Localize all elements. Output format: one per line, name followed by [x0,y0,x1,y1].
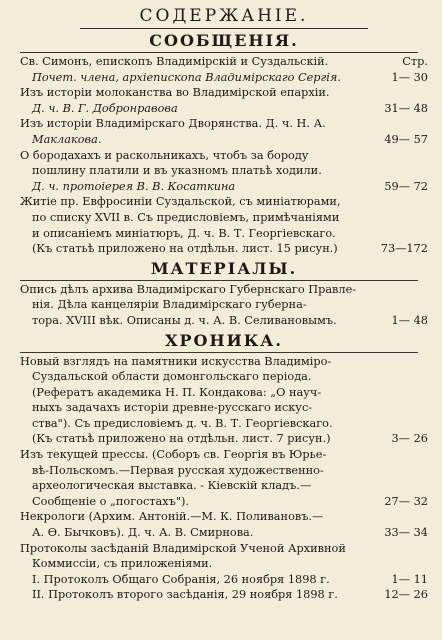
pages-spacer [374,509,428,525]
toc-entry-pages [374,148,428,195]
toc-entry [20,116,428,147]
toc-entry-line: Протоколы засѣданiй Владимiрской Ученой Архивной [20,541,346,555]
toc-entry-line: Новый взглядъ на памятники искусства Владимiро- [20,354,332,368]
toc-entry [20,54,428,85]
pages-spacer [374,116,428,132]
toc-entry-pages [374,116,428,147]
toc-entry-line: пошлину платили и въ указномъ платьѣ ходили. [32,164,322,178]
toc-entry-line: Д. ч. В. Г. Добронравова [32,101,178,115]
page-range: 49— 57 [384,132,428,146]
pages-spacer [374,463,428,479]
toc-entry-line: А. Ѳ. Бычковъ). Д. ч. А. В. Смирнова. [32,526,254,540]
section-heading: МАТЕРIАЛЫ. [150,258,298,278]
toc-entry [20,194,428,256]
toc-entry-line: (Къ статьѣ приложено на отдѣльн. лист. 15 рисун.) [32,242,338,256]
toc-entry-line: Изъ текущей прессы. (Соборъ св. Георгiя въ Юрье- [20,448,327,462]
toc-entry-text [20,282,374,329]
toc-entry-text [20,54,374,85]
toc-entry-pages [374,54,428,85]
page-range: 33— 34 [384,526,428,540]
toc-entry-line: ства"). Съ предисловiемъ д. ч. В. Т. Георгiевскаго. [32,416,333,430]
page-range: 1— 48 [391,313,428,327]
toc-entry-line: Маклакова. [32,132,102,146]
toc-entry-pages [374,354,428,448]
toc-entry-text [20,541,374,572]
toc-entry-line: тора. XVIII вѣк. Описаны д. ч. А. В. Селивановымъ. [32,313,337,327]
toc-entry-pages [374,194,428,256]
toc-entry-text [20,148,374,195]
toc-entry [20,587,428,603]
pages-spacer [374,354,428,370]
toc-entry-line: и описанiемъ миніатюръ, Д. ч. В. Т. Георгiевскаго. [32,226,336,240]
pages-spacer [374,369,428,385]
toc-entry-line: Изъ исторiи Владимiрскаго Дворянства. Д. ч. Н. А. [20,117,326,131]
section-divider [20,52,418,53]
toc-entry-text [20,572,374,588]
toc-entry-line: Почет. члена, архiепископа Владимiрскаго Сергiя. [32,70,341,84]
toc-entry-line: Сообщенiе о „погостахъ"). [32,494,190,508]
toc-entry-line: по списку XVII в. Съ предисловiемъ, примѣчанiями [32,210,340,224]
toc-entry-pages [374,509,428,540]
pages-spacer [374,194,428,210]
pages-spacer [374,85,428,101]
toc-entry-pages [374,282,428,329]
toc-entry-text [20,587,374,603]
page-range: 31— 48 [384,101,428,115]
pages-spacer [374,478,428,494]
toc-entry-line: Св. Симонъ, епископъ Владимiрскiй и Суздальскiй. [20,55,329,68]
pages-column-header: Стр. [402,55,428,68]
toc-entry-text [20,194,374,256]
toc-entry [20,541,428,572]
toc-entry-line: (Рефератъ академика Н. П. Кондакова: „О науч- [32,385,322,399]
toc-entry-line: II. Протоколъ второго засѣданiя, 29 ноября 1898 г. [32,588,338,602]
page-range: 3— 26 [391,432,428,446]
pages-spacer [374,282,428,298]
toc-entry-text [20,85,374,116]
section-heading: ХРОНИКА. [165,330,283,350]
toc-entry-line: О бородахахъ и раскольникахъ, чтобъ за бороду [20,148,309,162]
title-divider [80,28,368,29]
pages-spacer [374,385,428,401]
toc-entry-line: нiя. Дѣла канцелярiи Владимiрскаго губерна- [32,298,307,312]
toc-entry-pages [374,587,428,603]
section-divider [20,352,418,353]
toc-entry-text [20,447,374,509]
toc-entry-pages [374,541,428,557]
pages-spacer [374,447,428,463]
page-range: 1— 30 [391,70,428,84]
toc-entry-line: Некрологи (Архим. Антонiй.—М. К. Поливановъ.— [20,510,324,524]
pages-spacer [374,226,428,242]
page-range: 1— 11 [391,572,428,586]
pages-spacer [374,416,428,432]
section-divider [20,280,418,281]
toc-entry-line: (Къ статьѣ приложено на отдѣльн. лист. 7 рисун.) [32,432,331,446]
page-title: СОДЕРЖАНIЕ. [139,6,309,26]
pages-spacer [374,297,428,313]
toc-entry-line: Суздальской области домонгольскаго перiода. [32,370,312,384]
page-range: 59— 72 [384,179,428,193]
toc-entry-line: Житiе пр. Евфросинiи Суздальской, съ миніатюрами, [20,195,341,209]
pages-spacer [374,400,428,416]
pages-spacer [374,210,428,226]
toc-entry-pages [374,447,428,509]
toc-entry-line: Коммиссiи, съ приложенiями. [32,557,213,571]
toc-entry [20,148,428,195]
sections-container [20,31,428,603]
toc-entry-line: ныхъ задачахъ исторiи древне-русскаго искус- [32,401,313,415]
pages-spacer [374,148,428,164]
toc-entry [20,282,428,329]
page-range: 27— 32 [384,494,428,508]
toc-entry-line: Д. ч. протоiерея В. В. Косаткина [32,179,236,193]
toc-entry [20,85,428,116]
toc-entry-text [20,116,374,147]
toc-entry [20,354,428,448]
toc-entry [20,509,428,540]
section-heading: СООБЩЕНIЯ. [149,31,299,50]
toc-entry-text [20,509,374,540]
toc-entry [20,447,428,509]
toc-entry [20,572,428,588]
pages-spacer [374,163,428,179]
page-range: 12— 26 [384,588,428,602]
toc-entry-line: Изъ исторiи молоканства во Владимiрской епархiи. [20,86,330,100]
toc-entry-line: вѣ-Польскомъ.—Первая русская художественно- [32,463,324,477]
page-range: 73—172 [380,242,428,256]
toc-entry-pages [374,572,428,588]
toc-entry-line: I. Протоколъ Общаго Собранiя, 26 ноября 1898 г. [32,572,330,586]
toc-entry-pages [374,85,428,116]
pages-spacer [374,541,428,557]
toc-entry-line: Опись дѣлъ архива Владимiрскаго Губернскаго Правле- [20,282,357,296]
toc-entry-text [20,354,374,448]
toc-entry-line: археологическая выставка. - Кiевскiй кладъ.— [32,479,312,493]
